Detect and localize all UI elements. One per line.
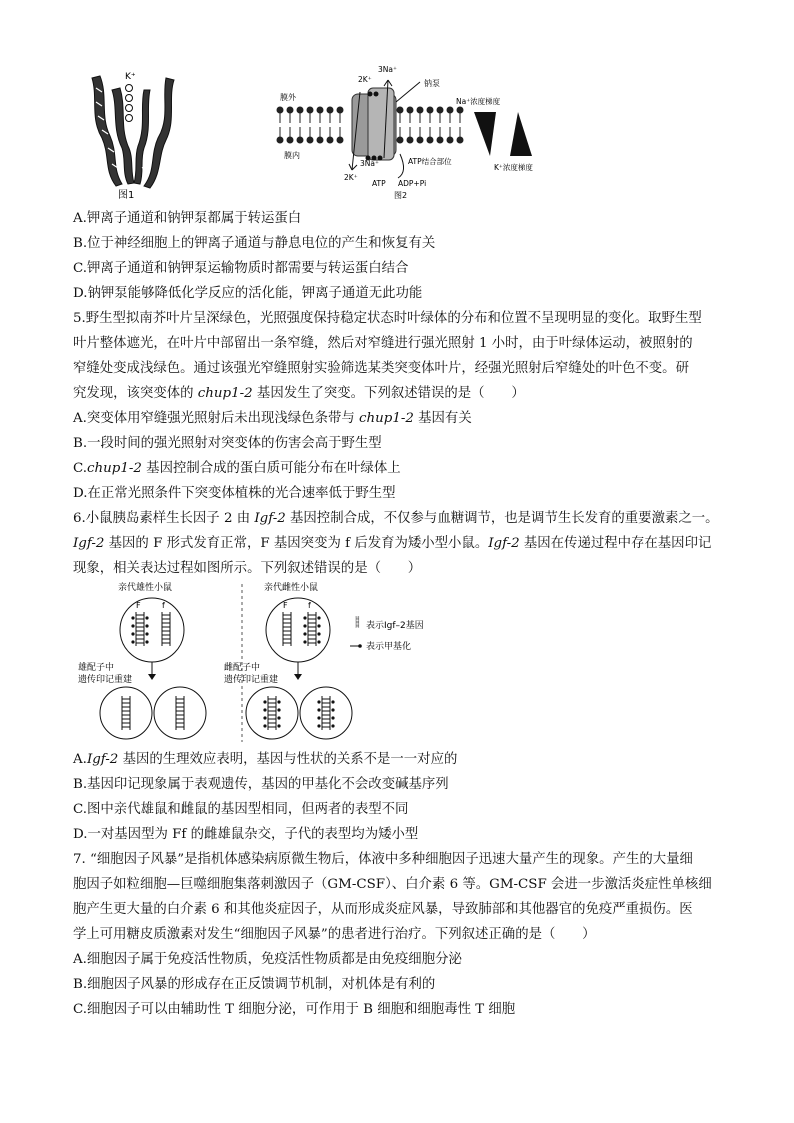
potassium-ions [126, 85, 133, 122]
q4-option-a: A.钾离子通道和钠钾泵都属于转运蛋白 [73, 211, 302, 226]
adp-label: ADP+Pi [398, 179, 427, 188]
fig1-k-label: K⁺ [125, 72, 136, 82]
q6-option-d: D.一对基因型为 Ff 的雌雄鼠杂交，子代的表型均为矮小型 [73, 827, 419, 842]
bottom-2k-label: 2K⁺ [344, 173, 358, 182]
gene-name: Igf-2 [254, 511, 286, 526]
q4-option-d: D.钠钾泵能够降低化学反应的活化能，钾离子通道无此功能 [73, 286, 423, 301]
inside-label: 膜内 [284, 151, 300, 160]
svg-text:f: f [308, 601, 311, 610]
svg-text:f: f [162, 601, 165, 610]
outside-label: 膜外 [280, 93, 296, 102]
fig1-caption: 图1 [118, 190, 135, 201]
gene-name: chup1-2 [87, 461, 142, 476]
q5-stem-line1: 5.野生型拟南芥叶片呈深绿色，光照强度保持稳定状态时叶绿体的分布和位置不呈现明显的变化。取野生型 [73, 311, 702, 326]
q7-stem-line1: 7. “细胞因子风暴”是指机体感染病原微生物后，体液中多种细胞因子迅速大量产生的现象。产生的大量细 [73, 852, 693, 867]
female-note-line2: 遗传印记重建 [224, 675, 279, 685]
gene-name: chup1-2 [359, 411, 414, 426]
q7-option-b: B.细胞因子风暴的形成存在正反馈调节机制，对机体是有利的 [73, 977, 436, 992]
legend-methyl-label: 表示甲基化 [366, 642, 412, 652]
atp-label: ATP [372, 179, 386, 188]
legend [350, 616, 424, 652]
q5-option-d: D.在正常光照条件下突变体植株的光合速率低于野生型 [73, 486, 396, 501]
q7-stem-line3: 胞产生更大量的白介素 6 和其他炎症因子，从而形成炎症风暴，导致肺部和其他器官的免疫严重损伤。医 [73, 902, 693, 917]
svg-text:F: F [136, 601, 141, 610]
q5-stem-line3: 窄缝处变成浅绿色。通过该强光窄缝照射实验筛选某类突变体叶片，经强光照射后窄缝处的叶色不变。研 [73, 361, 689, 376]
gene-name: Igf-2 [86, 752, 119, 767]
q7-stem-line2: 胞因子如粒细胞—巨噬细胞集落刺激因子（GM-CSF）、白介素 6 等。GM-CSF 会进一步激活炎症性单核细 [73, 877, 712, 892]
gene-name: Igf-2 [488, 536, 520, 551]
q4-option-c: C.钾离子通道和钠钾泵运输物质时都需要与转运蛋白结合 [73, 261, 409, 276]
q6-option-a: A.Igf-2 基因的生理效应表明，基因与性状的关系不是一一对应的 [73, 752, 458, 767]
figure-3-genomic-imprinting [76, 580, 456, 745]
q7-stem-line4: 学上可用糖皮质激素对发生“细胞因子风暴”的患者进行治疗。下列叙述正确的是（ ） [73, 927, 596, 942]
male-parent-cell [120, 598, 184, 662]
male-gamete-cells [100, 687, 206, 739]
q7-option-c: C.细胞因子可以由辅助性 T 细胞分泌，可作用于 B 细胞和细胞毒性 T 细胞 [73, 1002, 516, 1017]
male-note-line2: 遗传印记重建 [78, 675, 133, 685]
bottom-3na-label: 3Na⁺ [360, 159, 379, 168]
pump-label: 钠泵 [424, 79, 440, 88]
male-note-line1: 雄配子中 [78, 663, 115, 673]
q5-stem-line2: 叶片整体遮光，在叶片中部留出一条窄缝，然后对窄缝进行强光照射 1 小时，由于叶绿体运动，被照射的 [73, 336, 693, 351]
top-3na-label: 3Na⁺ [378, 65, 397, 74]
pump-protein [352, 88, 396, 160]
female-note-line1: 雌配子中 [224, 663, 261, 673]
gene-name: Igf-2 [73, 536, 105, 551]
svg-text:F: F [283, 601, 288, 610]
k-gradient-label: K⁺浓度梯度 [494, 163, 533, 172]
q4-option-b: B.位于神经细胞上的钾离子通道与静息电位的产生和恢复有关 [73, 236, 436, 251]
q5-option-b: B.一段时间的强光照射对突变体的伤害会高于野生型 [73, 436, 382, 451]
atp-site-label: ATP结合部位 [408, 157, 452, 166]
gene-name: chup1-2 [197, 386, 253, 401]
q5-option-c: C.chup1-2 基因控制合成的蛋白质可能分布在叶绿体上 [73, 461, 401, 476]
top-2k-label: 2K⁺ [358, 75, 372, 84]
q7-option-a: A.细胞因子属于免疫活性物质，免疫活性物质都是由免疫细胞分泌 [73, 952, 462, 967]
female-parent-title: 亲代雌性小鼠 [264, 583, 319, 593]
k-gradient-wedge [510, 112, 532, 156]
male-parent-title: 亲代雄性小鼠 [118, 583, 173, 593]
q5-option-a: A.突变体用窄缝强光照射后未出现浅绿色条带与 chup1-2 基因有关 [73, 411, 472, 426]
q6-stem-line2: Igf-2 基因的 F 形式发育正常，F 基因突变为 f 后发育为矮小型小鼠。Igf-2 基因在传递过程中存在基因印记 [73, 536, 712, 551]
q6-option-c: C.图中亲代雄鼠和雌鼠的基因型相同，但两者的表型不同 [73, 802, 409, 817]
na-gradient-wedge [474, 112, 496, 156]
q6-option-b: B.基因印记现象属于表观遗传，基因的甲基化不会改变碱基序列 [73, 777, 449, 792]
q6-stem-line3: 现象，相关表达过程如图所示。下列叙述错误的是（ ） [73, 561, 422, 576]
female-gamete-cells [246, 687, 352, 739]
figure-2-sodium-potassium-pump [260, 62, 560, 202]
legend-gene-label: 表示Igf–2基因 [366, 621, 424, 631]
q5-stem-line4: 究发现，该突变体的 chup1-2 基因发生了突变。下列叙述错误的是（ ） [73, 386, 525, 401]
female-parent-cell [266, 598, 330, 662]
figure-1-potassium-channel [82, 68, 182, 202]
q6-stem-line1: 6.小鼠胰岛素样生长因子 2 由 Igf-2 基因控制合成，不仅参与血糖调节，也是调节生长发育的重要激素之一。 [73, 511, 719, 526]
na-gradient-label: Na⁺浓度梯度 [456, 97, 501, 106]
fig2-caption: 图2 [394, 191, 408, 200]
